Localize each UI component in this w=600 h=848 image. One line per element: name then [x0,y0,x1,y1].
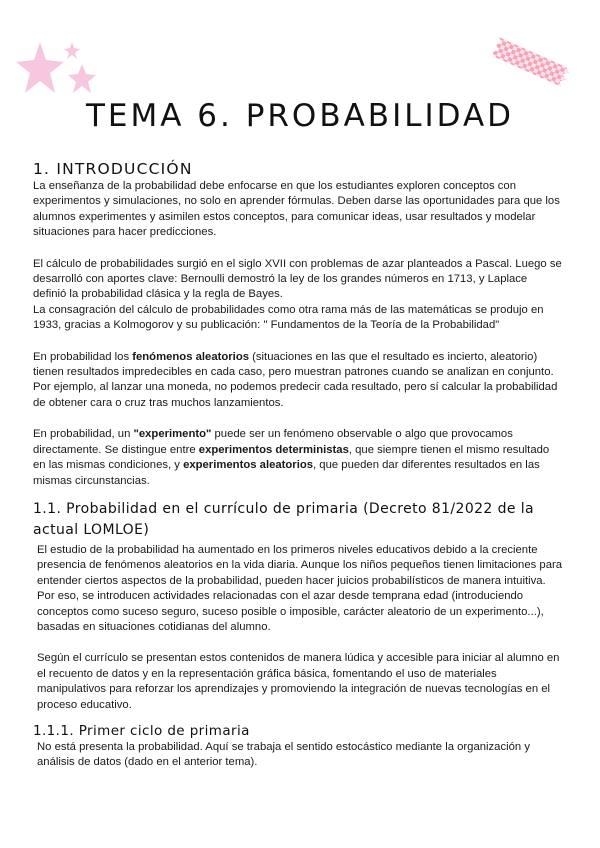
bold-term-fenomenos-aleatorios: fenómenos aleatorios [132,350,249,363]
paragraph-history-1: El cálculo de probabilidades surgió en el siglo XVII con problemas de azar planteados a Pascal. Luego se desarrolló con aportes clave: Bernoulli demostró la ley de los grandes números en 1713, y Laplace definió la probabilidad clásica y la regla de Bayes. [33,257,562,301]
paragraph-experimento [33,427,563,489]
text-run: (situaciones en las que el resultado es incierto, aleatorio) tienen resultados impredecibles en cada caso, pero muestran patrones cuando se analizan en conjunto. Por ejemplo, al lanzar una moneda, no podemos predecir cada resultado, pero sí calcular la probabilidad de obtener cara o cruz tras muchos lanzamientos. [33,350,558,409]
text-run: puede ser un fenómeno observable o algo que provocamos directamente. Se distingue entre [33,428,513,456]
washi-tape-icon [484,34,576,94]
text-run: En probabilidad, un [33,428,134,441]
tape-strip [490,37,570,87]
star-medium [68,64,96,93]
text-run: , que siempre tienen el mismo resultado en las mismas condiciones, y [33,443,550,472]
paragraph-primer-ciclo: No está presenta la probabilidad. Aquí se trabaja el sentido estocástico mediante la organización y análisis de datos (dado en el anterior tema). [37,740,530,769]
star-large [16,42,64,93]
paragraph-fenomenos [33,350,563,412]
section-heading-primer-ciclo: 1.1.1. Primer ciclo de primaria [33,722,250,739]
paragraph-intro-1: La enseñanza de la probabilidad debe enfocarse en que los estudiantes exploren conceptos con experimentos y simulaciones, no solo en aprender fórmulas. Deben darse las oportunidades para que los alumnos experimentes y asimilen estos conceptos, para comunicar ideas, usar resultados y modelar situaciones para hacer predicciones. [33,180,560,239]
page-title: TEMA 6. PROBABILIDAD [85,98,515,134]
paragraph-curriculo-2: Según el currículo se presentan estos contenidos de manera lúdica y accesible para iniciar al alumno en el recuento de datos y en la representación gráfica básica, fomentando el uso de materiales manipulativos para reforzar los aprendizajes y promoviendo la integración de nuevas tecnologías en el proceso educativo. [37,652,560,711]
section-heading-curriculo: 1.1. Probabilidad en el currículo de primaria (Decreto 81/2022 de la actual LOMLOE) [33,500,535,538]
section-heading-introduccion: 1. INTRODUCCIÓN [33,160,193,178]
stars-icon [10,38,110,100]
text-run: , que pueden dar diferentes resultados en las mismas circunstancias. [33,459,540,487]
document-body [33,160,563,787]
bold-term-experimentos-aleatorios: experimentos aleatorios [183,459,314,472]
text-run: En probabilidad los [33,350,133,363]
star-small [64,42,80,59]
bold-term-experimentos-deterministas: experimentos deterministas [198,443,349,456]
paragraph-curriculo-1: El estudio de la probabilidad ha aumentado en los primeros niveles educativos debido a la creciente presencia de fenómenos aleatorios en la vida diaria. Aunque los niños pequeños tienen limitaciones para entender ciertos aspectos de la probabilidad, pueden hacer juicios probabilísticos de manera intuitiva. Por eso, se introducen actividades relacionadas con el azar desde temprana edad (introduciendo conceptos como suceso seguro, suceso posible o imposible, carácter aleatorio de un experimento...), basadas en situaciones cotidianas del alumno. [37,543,563,633]
bold-term-experimento: "experimento" [133,428,212,441]
paragraph-history-2: La consagración del cálculo de probabilidades como otra rama más de las matemáticas se produjo en 1933, gracias a Kolmogorov y su publicación: " Fundamentos de la Teoría de la Probabilidad" [33,303,544,332]
